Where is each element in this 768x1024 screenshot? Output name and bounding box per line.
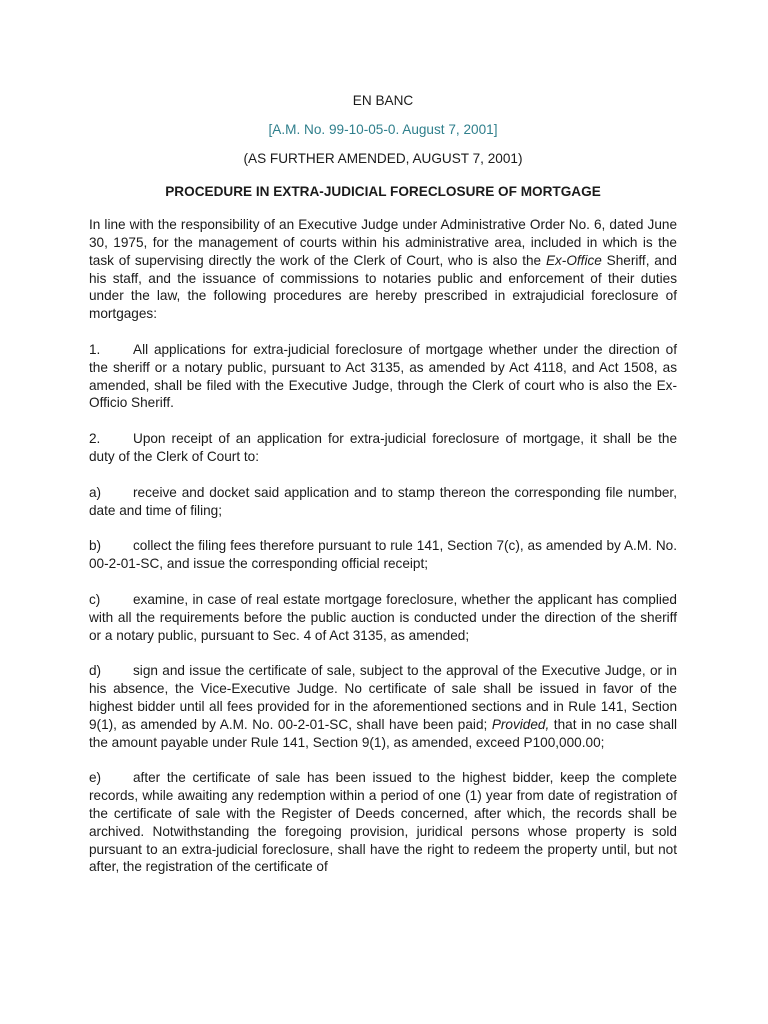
intro-text-part1: In line with the responsibility of an Executive Judge under Administrative Order No. 6, dated June 30, 1975, for the management of courts within his administrative area, included in which is the task of supervising directly the work of the Clerk of Court, who is also the <box>89 217 677 268</box>
item-text: examine, in case of real estate mortgage foreclosure, whether the applicant has complied with all the requirements before the public auction is conducted under the direction of the sheriff or a notary public, pursuant to Sec. 4 of Act 3135, as amended; <box>89 591 677 643</box>
item-label: c) <box>89 591 101 607</box>
item-text: Upon receipt of an application for extra-judicial foreclosure of mortgage, it shall be the duty of the Clerk of Court to: <box>89 431 677 464</box>
item-label: d) <box>89 663 102 679</box>
item-b-paragraph <box>89 537 677 573</box>
item-d-paragraph <box>89 662 677 751</box>
item-e-paragraph <box>89 769 677 876</box>
item-a-paragraph <box>89 484 677 520</box>
item-text-part1: sign and issue the certificate of sale, subject to the approval of the Executive Judge, or in his absence, the Vice-Executive Judge. No certificate of sale shall be issued in favor of the highest bidder until all fees provided for in the aforementioned sections and in Rule 141, Section 9(1), as amended by A.M. No. 00-2-01-SC, shall have been paid; <box>89 663 677 732</box>
item-label: b) <box>89 538 102 554</box>
item-label: 2. <box>89 431 101 447</box>
document-page <box>89 92 677 894</box>
item-2-paragraph <box>89 430 677 466</box>
item-italic-term: Provided, <box>491 716 550 732</box>
intro-text-part2: Sheriff, and his staff, and the issuance of commissions to notaries public and enforcement of their duties under the law, the following procedures are hereby prescribed in extrajudicial foreclosure of mortgages: <box>89 252 677 322</box>
amendment-note: (AS FURTHER AMENDED, AUGUST 7, 2001) <box>243 150 523 166</box>
item-label: a) <box>89 484 102 500</box>
item-label: 1. <box>89 341 101 357</box>
item-label: e) <box>89 770 102 786</box>
item-1-paragraph <box>89 341 677 412</box>
item-text: All applications for extra-judicial foreclosure of mortgage whether under the direction of the sheriff or a notary public, pursuant to Act 3135, as amended by Act 4118, and Act 1508, as amended, shall be filed with the Executive Judge, through the Clerk of court who is also the Ex-Officio Sheriff. <box>89 341 677 411</box>
item-text: receive and docket said application and to stamp thereon the corresponding file number, date and time of filing; <box>89 484 677 518</box>
item-c-paragraph <box>89 591 677 644</box>
am-number-link[interactable]: [A.M. No. 99-10-05-0. August 7, 2001] <box>268 121 498 137</box>
document-title: PROCEDURE IN EXTRA-JUDICIAL FORECLOSURE OF MORTGAGE <box>165 184 601 200</box>
item-text: collect the filing fees therefore pursuant to rule 141, Section 7(c), as amended by A.M. No. 00-2-01-SC, and issue the corresponding official receipt; <box>89 538 677 572</box>
court-division-heading: EN BANC <box>352 93 414 108</box>
item-text: after the certificate of sale has been issued to the highest bidder, keep the complete records, while awaiting any redemption within a period of one (1) year from date of registration of the certificate of sale with the Register of Deeds concerned, after which, the records shall be archived. Notwithstanding the foregoing provision, juridical persons whose property is sold pursuant to an extra-judicial foreclosure, shall have the right to redeem the property until, but not after, the registration of the certificate of <box>89 770 677 875</box>
intro-paragraph <box>89 216 677 323</box>
intro-italic-term: Ex-Office <box>545 252 602 268</box>
item-text-part2: that in no case shall the amount payable under Rule 141, Section 9(1), as amended, exceed P100,000.00; <box>89 716 678 750</box>
